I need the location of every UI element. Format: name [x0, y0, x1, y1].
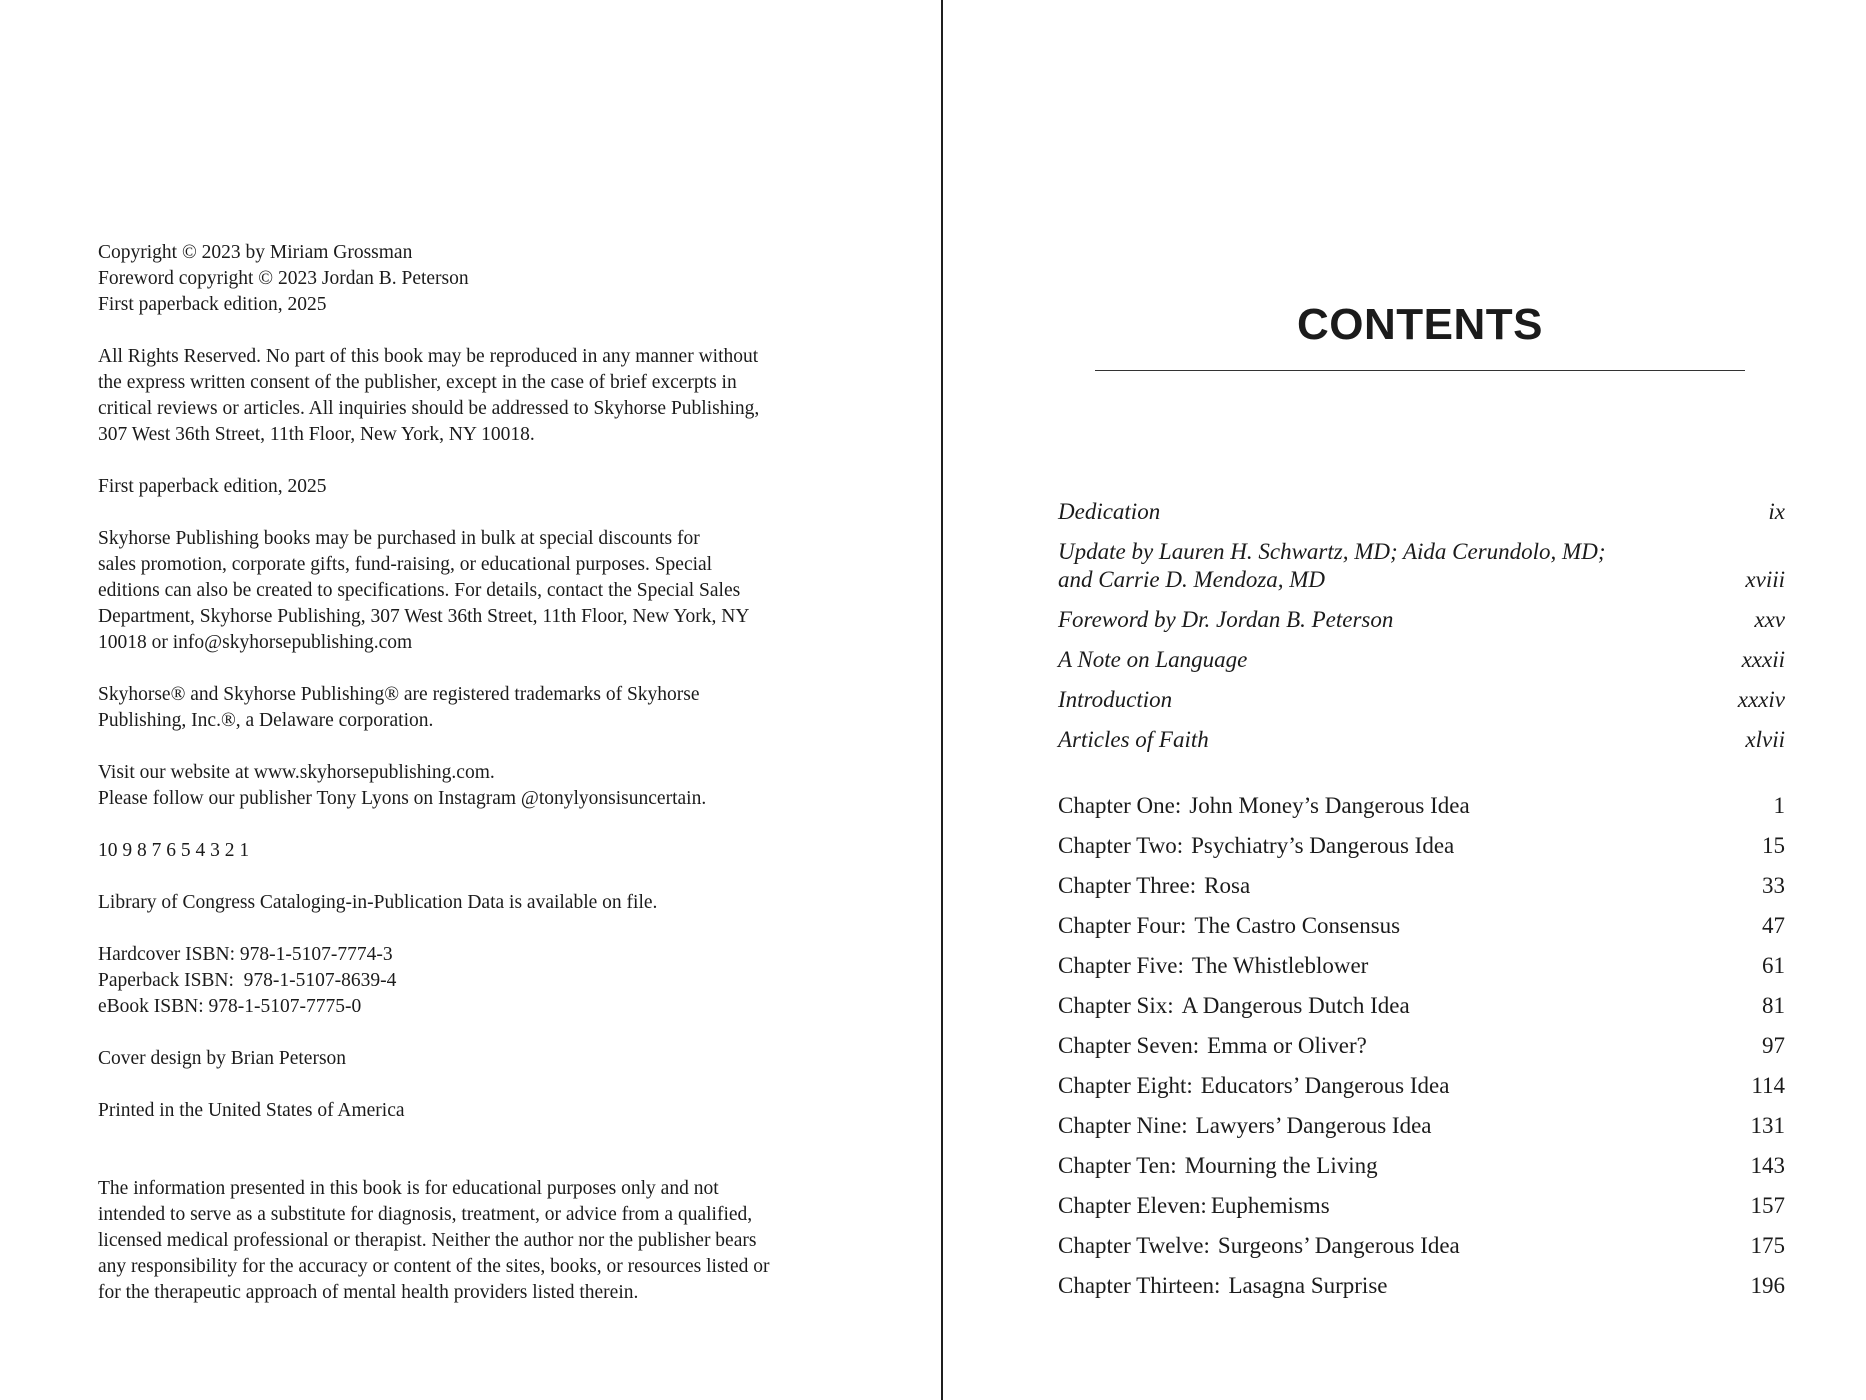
toc-entry-dedication[interactable] — [1058, 486, 1785, 526]
contents-title-rule — [1095, 370, 1745, 371]
toc-chapter-1[interactable] — [1058, 780, 1785, 820]
toc-entry-foreword[interactable] — [1058, 594, 1785, 634]
copyright-page — [98, 240, 838, 1332]
isbn-block — [98, 942, 838, 1020]
bulk-sales-block — [98, 526, 838, 656]
toc-entry-page: xlvii — [1745, 727, 1785, 752]
chapter-page: 47 — [1762, 913, 1785, 938]
rights-block — [98, 344, 838, 448]
chapter-label: Chapter Twelve: — [1058, 1233, 1210, 1258]
toc-chapter-12[interactable] — [1058, 1220, 1785, 1260]
toc-chapter-6[interactable] — [1058, 980, 1785, 1020]
chapter-title: Lawyers’ Dangerous Idea — [1195, 1113, 1432, 1138]
toc-chapter-9[interactable] — [1058, 1100, 1785, 1140]
chapter-label: Chapter Nine: — [1058, 1113, 1188, 1138]
chapter-page: 114 — [1751, 1073, 1785, 1098]
toc-entry-note-on-language[interactable] — [1058, 634, 1785, 674]
chapter-label: Chapter Six: — [1058, 993, 1174, 1018]
toc-entry-page: xxxii — [1741, 647, 1785, 672]
chapter-label: Chapter Four: — [1058, 913, 1187, 938]
bulk-line: editions can also be created to specifications. For details, contact the Special Sales — [98, 580, 741, 601]
toc-chapter-5[interactable] — [1058, 940, 1785, 980]
instagram-line: Please follow our publisher Tony Lyons on Instagram @tonylyonsisuncertain. — [98, 788, 707, 809]
hardcover-isbn: Hardcover ISBN: 978-1-5107-7774-3 — [98, 944, 393, 965]
website-line: Visit our website at www.skyhorsepublishing.com. — [98, 762, 495, 783]
disclaimer-block — [98, 1176, 838, 1306]
chapter-label: Chapter One: — [1058, 793, 1182, 818]
chapter-title: The Whistleblower — [1191, 953, 1369, 978]
chapter-page: 157 — [1750, 1193, 1785, 1218]
copyright-line: Copyright © 2023 by Miriam Grossman — [98, 242, 413, 263]
edition-line: First paperback edition, 2025 — [98, 294, 327, 315]
chapter-label: Chapter Eight: — [1058, 1073, 1193, 1098]
toc-chapter-7[interactable] — [1058, 1020, 1785, 1060]
chapter-title: Surgeons’ Dangerous Idea — [1217, 1233, 1460, 1258]
bulk-line: sales promotion, corporate gifts, fund-raising, or educational purposes. Special — [98, 554, 713, 575]
cover-design-line: Cover design by Brian Peterson — [98, 1048, 347, 1069]
chapter-title: Mourning the Living — [1184, 1153, 1378, 1178]
toc-chapter-3[interactable] — [1058, 860, 1785, 900]
disclaimer-line: The information presented in this book is for educational purposes only and not — [98, 1178, 719, 1199]
cover-design-block — [98, 1046, 838, 1072]
rights-line: All Rights Reserved. No part of this book may be reproduced in any manner without — [98, 346, 759, 367]
trademark-line: Skyhorse® and Skyhorse Publishing® are registered trademarks of Skyhorse — [98, 684, 700, 705]
chapter-title: Psychiatry’s Dangerous Idea — [1191, 833, 1455, 858]
website-block — [98, 760, 838, 812]
cip-block — [98, 890, 838, 916]
chapter-page: 15 — [1762, 833, 1785, 858]
rights-line: critical reviews or articles. All inquiries should be addressed to Skyhorse Publishing, — [98, 398, 760, 419]
chapter-page: 143 — [1750, 1153, 1785, 1178]
printed-in-line: Printed in the United States of America — [98, 1100, 405, 1121]
foreword-copyright-line: Foreword copyright © 2023 Jordan B. Peterson — [98, 268, 469, 289]
toc-entry-articles-of-faith[interactable] — [1058, 714, 1785, 754]
disclaimer-line: licensed medical professional or therapist. Neither the author nor the publisher bears — [98, 1230, 757, 1251]
chapter-label: Chapter Seven: — [1058, 1033, 1200, 1058]
toc-entry-title: Dedication — [1058, 499, 1161, 524]
ebook-isbn: eBook ISBN: 978-1-5107-7775-0 — [98, 996, 362, 1017]
trademark-line: Publishing, Inc.®, a Delaware corporation. — [98, 710, 434, 731]
toc-chapter-13[interactable] — [1058, 1260, 1785, 1300]
chapter-title: A Dangerous Dutch Idea — [1181, 993, 1410, 1018]
chapter-page: 33 — [1762, 873, 1785, 898]
chapter-title: John Money’s Dangerous Idea — [1189, 793, 1470, 818]
disclaimer-line: any responsibility for the accuracy or content of the sites, books, or resources listed or — [98, 1256, 770, 1277]
toc-entry-title: A Note on Language — [1058, 647, 1248, 672]
toc-entry-page: xxv — [1754, 607, 1785, 632]
chapter-page: 81 — [1762, 993, 1785, 1018]
chapter-label: Chapter Ten: — [1058, 1153, 1177, 1178]
printed-in-block — [98, 1098, 838, 1124]
printing-numbers: 10 9 8 7 6 5 4 3 2 1 — [98, 840, 250, 861]
toc-section-spacer — [1058, 754, 1785, 780]
printing-number-line — [98, 838, 838, 864]
toc-entry-page: xviii — [1745, 567, 1785, 592]
toc-entry-title: Introduction — [1058, 687, 1173, 712]
edition-block — [98, 474, 838, 500]
bulk-line: 10018 or info@skyhorsepublishing.com — [98, 632, 413, 653]
trademark-block — [98, 682, 838, 734]
toc-entry-title: Update by Lauren H. Schwartz, MD; Aida Cerundolo, MD; and Carrie D. Mendoza, MD — [1058, 539, 1606, 592]
disclaimer-line: intended to serve as a substitute for diagnosis, treatment, or advice from a qualified, — [98, 1204, 753, 1225]
chapter-label: Chapter Three: — [1058, 873, 1197, 898]
chapter-page: 196 — [1750, 1273, 1785, 1298]
paperback-isbn: Paperback ISBN: 978-1-5107-8639-4 — [98, 970, 397, 991]
toc-entry-page: ix — [1768, 499, 1785, 524]
chapter-label: Chapter Five: — [1058, 953, 1184, 978]
chapter-page: 61 — [1762, 953, 1785, 978]
chapter-title: Lasagna Surprise — [1228, 1273, 1388, 1298]
toc-entry-update[interactable] — [1058, 526, 1785, 594]
toc-entry-page: xxxiv — [1737, 687, 1785, 712]
bulk-line: Department, Skyhorse Publishing, 307 West 36th Street, 11th Floor, New York, NY — [98, 606, 750, 627]
toc-chapter-4[interactable] — [1058, 900, 1785, 940]
toc-entry-title: Articles of Faith — [1058, 727, 1209, 752]
contents-title: CONTENTS — [1297, 300, 1543, 349]
rights-line: the express written consent of the publisher, except in the case of brief excerpts in — [98, 372, 737, 393]
disclaimer-line: for the therapeutic approach of mental health providers listed therein. — [98, 1282, 639, 1303]
page-gutter-divider — [941, 0, 943, 1400]
chapter-title: Educators’ Dangerous Idea — [1200, 1073, 1450, 1098]
copyright-block — [98, 240, 838, 318]
chapter-title: Emma or Oliver? — [1207, 1033, 1367, 1058]
edition-line: First paperback edition, 2025 — [98, 476, 327, 497]
chapter-title: Rosa — [1204, 873, 1251, 898]
chapter-title: The Castro Consensus — [1194, 913, 1401, 938]
toc-entry-title: Foreword by Dr. Jordan B. Peterson — [1058, 607, 1394, 632]
chapter-page: 131 — [1750, 1113, 1785, 1138]
toc-entry-introduction[interactable] — [1058, 674, 1785, 714]
toc-chapter-2[interactable] — [1058, 820, 1785, 860]
toc-chapter-8[interactable] — [1058, 1060, 1785, 1100]
toc-chapter-11[interactable] — [1058, 1180, 1785, 1220]
chapter-page: 1 — [1773, 793, 1785, 818]
cip-line: Library of Congress Cataloging-in-Publication Data is available on file. — [98, 892, 658, 913]
chapter-page: 175 — [1750, 1233, 1785, 1258]
chapter-page: 97 — [1762, 1033, 1785, 1058]
bulk-line: Skyhorse Publishing books may be purchased in bulk at special discounts for — [98, 528, 700, 549]
chapter-label: Chapter Thirteen: — [1058, 1273, 1221, 1298]
chapter-label: Chapter Two: — [1058, 833, 1184, 858]
toc-chapter-10[interactable] — [1058, 1140, 1785, 1180]
table-of-contents — [1058, 486, 1785, 1300]
chapter-label: Chapter Eleven: — [1058, 1193, 1207, 1218]
chapter-title: Euphemisms — [1210, 1193, 1330, 1218]
rights-line: 307 West 36th Street, 11th Floor, New York, NY 10018. — [98, 424, 535, 445]
